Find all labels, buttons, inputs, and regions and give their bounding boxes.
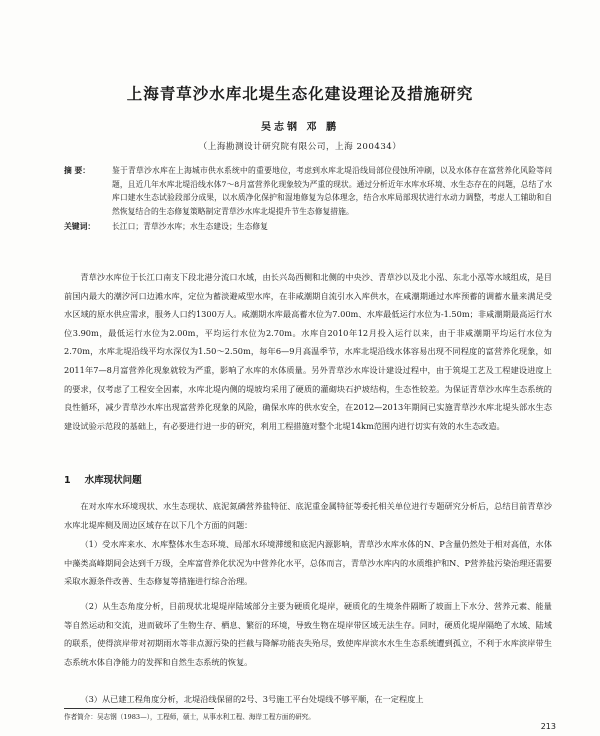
keywords-label: 关键词： — [64, 222, 96, 232]
footnote-divider — [64, 708, 214, 709]
intro-paragraph: 青草沙水库位于长江口南支下段北港分流口水域，由长兴岛西侧和北侧的中央沙、青草沙以及北小泓、东北小泓等水域组成，是目前国内最大的潮汐河口边滩水库，定位为蓄淡避咸型水库，在非咸潮期自流引水入库供水，在咸潮期通过水库预蓄的调蓄水量来满足受水区域的原水供应需求，服务人口约1300万人。咸潮期水库最高蓄水位为7.00m、水库最低运行水位为-1.50m；非咸潮期最高运行水位3.90m，最低运行水位为2.00m，平均运行水位为2.70m。水库自2010年12月投入运行以来，由于非咸潮期平均运行水位为2.70m，水库北堤沿线平均水深仅为1.50～2.50m，每年6—9月高温季节，水库北堤沿线水体容易出现不同程度的富营养化现象，如2011年7—8月富营养化现象就较为严重，影响了水库的水体质量。另外青草沙水库设计建设过程中，由于筑堤工艺及工程建设进度上的要求，仅考虑了工程安全因素，水库北堤内侧的堤坡均采用了硬质的灌砌块石护坡结构，生态性较差。为保证青草沙水库生态系统的良性循环，减少青草沙水库出现富营养化现象的风险，确保水库的供水安全，在2012—2013年期间已实施青草沙水库北堤头部水生态建设试验示范段的基础上，有必要进行进一步的研究，利用工程措施对整个北堤14km范围内进行切实有效的水生态改造。 — [64, 272, 552, 431]
section-title: 水库现状问题 — [84, 475, 142, 486]
abstract-block — [64, 164, 552, 234]
abstract-label: 摘 要： — [64, 166, 91, 175]
section-paragraph-4: （3）从已建工程角度分析，北堤沿线保留的2号、3号施工平台处堤线不够平顺，在一定程度上 — [80, 694, 424, 704]
section-paragraph-1: 在对水库水环境现状、水生态现状、底泥氮磷营养盐特征、底泥重金属特征等委托相关单位进行专题研究分析后，总结目前青草沙水库北堤库侧及周边区域存在以下几个方面的问题： — [64, 501, 552, 530]
keywords-text: 长江口；青草沙水库；水生态建设；生态修复 — [112, 222, 268, 232]
section-paragraph-2: （1）受水库来水、水库整体水生态环境、局部水环境滞缓和底泥内源影响，青草沙水库水体的N、P含量仍然处于相对高值，水体中藻类高峰期间会达到千万级，全库富营养化状况为中营养化水平，总体而言，青草沙水库内的水质维护和N、P营养盐污染治理还需要采取水源条件改善、生态修复等措施进行综合治理。 — [64, 539, 552, 587]
footnote: 作者简介：吴志钢（1983—），工程师，硕士，从事水利工程、海岸工程方面的研究。 — [64, 713, 315, 721]
paper-title: 上海青草沙水库北堤生态化建设理论及措施研究 — [126, 85, 474, 103]
authors: 吴志钢 邓 鹏 — [261, 122, 339, 133]
keywords-row — [64, 220, 552, 234]
section-paragraph-3: （2）从生态角度分析，目前现状北堤堤岸陆域部分主要为硬质化堤岸，硬质化的生境条件隔断了坡面上下水分、营养元素、能量等自然运动和交流，进而破坏了生物生存、栖息、繁衍的环境，导致生物在堤岸带区域无法生存。同时，硬质化堤岸隔绝了水域、陆域的联系，使得滨岸带对初期雨水等非点源污染的拦截与降解功能丧失殆尽，致使库岸滨水水生生态系统遭到孤立，不利于水库滨岸带生态系统水体自净能力的发挥和自然生态系统的恢复。 — [64, 601, 552, 667]
affiliation: （上海勘测设计研究院有限公司，上海 200434） — [198, 142, 402, 152]
page-number: 213 — [540, 722, 556, 731]
section-number: 1 — [64, 475, 71, 486]
abstract-row — [64, 164, 552, 218]
section-heading — [64, 472, 142, 486]
abstract-text: 鉴于青草沙水库在上海城市供水系统中的重要地位，考虑到水库北堤沿线局部位侵蚀所冲刷，以及水体存在富营养化风险等问题，且近几年水库北堤沿线水体7～8月富营养化现象较为严重的现状。通过分析近年水库水环境、水生态存在的问题，总结了水库口建水生态试验段部分成果，以水质净化保护和湿地修复为总体理念，结合水库局部现状进行水动力调整，考虑人工辅助和自然恢复结合的生态修复策略制定青草沙水库北堤提升节生态修复措施。 — [112, 166, 552, 216]
